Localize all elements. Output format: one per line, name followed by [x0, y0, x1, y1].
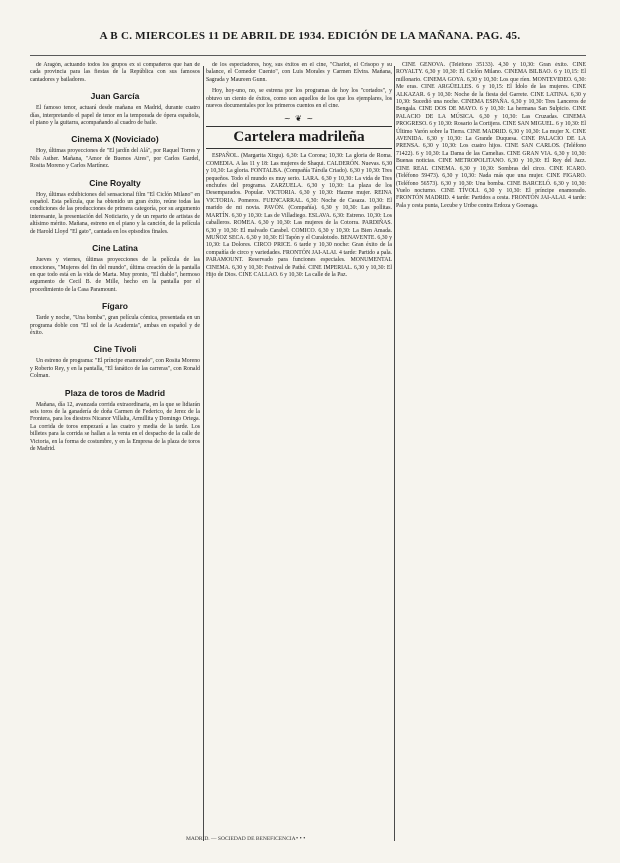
- intro-paragraph: de Aragón, actuando todos los grupos ex si compañeros que han de cada provincia para las fiestas de la República con sus famosos cantadores y bailadores.: [30, 62, 200, 83]
- footer-imprint: MADRID. — SOCIEDAD DE BENEFICENCIA: [186, 836, 296, 842]
- header-rule: [30, 55, 586, 56]
- section-text-cine-latina: Jueves y viernes, últimas proyecciones de la película de las emociones, "Mujeres del fin del mundo", última creación de la pantalla en que todo está en la vida de Marta. Muy pronto, "El diablo", hermoso argumento de Cecil B. de Mille, hecho en la pantalla por el procedimiento de la Casa Paramount.: [30, 257, 200, 293]
- section-heading-cinema-x: Cinema X (Noviciado): [71, 134, 159, 145]
- column-middle: [206, 62, 392, 843]
- column-right: [396, 62, 586, 843]
- section-text-cine-tivoli: Un estreno de programa: "El príncipe enamorado", con Rosita Moreno y Roberto Rey, y en la pantalla, "El fanático de las carreras", con Ronald Colman.: [30, 358, 200, 380]
- cartelera-title: Cartelera madrileña: [206, 126, 392, 149]
- column-rule-2: [394, 66, 395, 841]
- section-text-figaro: Tarde y noche, "Una bomba", gran película cómica, presentada en un programa doble con "El sol de la Academia", ambas en español y de éxito.: [30, 315, 200, 336]
- cartelera-listings: ESPAÑOL. (Margarita Xirgu). 6,30: La Corona; 10,30: La gloria de Roma. COMEDIA. A las 11 y 18: Las mujeres de Shaqui. CALDERÓN. Nuevas. 6,30 y 10,30: La gloria. FONTALBA. (Compañía Társila Criado). 6,30 y 10,30: Tres pequeños. Todo el mundo es muy serio. LARA. 6,30 y 10,30: La vida de Tres enchufes del programa. ZARZUELA. 6,30 y 10,30: La plaza de los Desemparados. Popular. VICTORIA. 6,30 y 10,30: Hazme mujer. REINA VICTORIA. Pomeros. FUENCARRAL. 6,30: Noche de Casaza. 10,30: El marido de mi novia. PAVÓN. (Compañía). 6,30 y 10,30: Las pollitas. MARTÍN. 6,30 y 10,30: Las de Villadiego. ESLAVA. 6,30: Estreno. 10,30: Los caballeros. ROMEA. 6,30 y 10,30: Las mujeres de la Cotorra. PARDIÑAS. 6,30 y 10,30: El malvado Carabel. COMICO. 6,30 y 10,30: La Bien Amada. MUÑOZ SECA. 6,30 y 10,30: El Tapón y el Curalotodo. BENAVENTE. 6,30 y 10,30: La Dolores. CIRCO PRICE. 6 tarde y 10,30 noche: Gran éxito de la compañía de circo y variedades. FRONTÓN JAI-ALAI. 4 tarde: Partido a pala. PARAMOUNT. Reservado para funciones especiales. MONUMENTAL CINEMA. 6,30 y 10,30: Festival de Pathé. CINE IMPERIAL. 6,30 y 10,30: El Hijo de Dios. CINE CALLAO. 6 y 10,30: La calle de la Paz.: [206, 153, 392, 278]
- page-header: A B C. MIERCOLES 11 DE ABRIL DE 1934. EDICIÓN DE LA MAÑANA. PAG. 45.: [99, 30, 521, 42]
- cinema-listings: CINE GENOVA. (Teléfono 35133). 4,30 y 10,30: Gran éxito. CINE ROYALTY. 6,30 y 10,30: El Ciclón Milano. CINEMA BILBAO. 6 y 10,15: El millonario. CINEMA GOYA. 6,30 y 10,30: Los que ríen. MONTEVIDEO. 6,30: Me eras. CINE ARGÜELLES. 6 y 10,15: El Ídolo de las mujeres. CINE ALKAZAR. 6 y 10,30: Noche de la fiesta del Garrete. CINE LATINA. 6,30 y 10,30: Sucedió una noche. CINEMA ESPAÑA. 6,30 y 10,30: Tres Lanceros de Bengala. CINE DOS DE MAYO. 6 y 10,30: La hermana San Sulpicio. CINE PALACIO DE LA MÚSICA. 6,30 y 10,30: Las Cruzadas. CINEMA PROGRESO. 6 y 10,30: Rosario la Cortijera. CINE SAN MIGUEL. 6 y 10,30: El Último Varón sobre la Tierra. CINE MADRID. 6,30 y 10,30: La mujer X. CINE AVENIDA. 6,30 y 10,30: La Grande Duquesa. CINE PALACIO DE LA PRENSA. 6,30 y 10,30: Los cuatro hijos. CINE SAN CARLOS. (Teléfono 71422). 6 y 10,30: La Dama de las Camelias. CINE GRAN VIA. 6,30 y 10,30: Buenas noticias. CINE METROPOLITANO. 6,30 y 10,30: El Rey del Jazz. CINE REAL CINEMA. 6,30 y 10,30: Sombras del circo. CINE ICARO. (Teléfono 59473). 6,30 y 10,30: Nada más que una mujer. CINE FIGARO. (Teléfono 56573). 6,30 y 10,30: Una bomba. CINE BARCELÓ. 6,30 y 10,30: Vuelo nocturno. CINE TÍVOLI. 6,30 y 10,30: El príncipe enamorado. FRONTÓN MADRID. 4 tarde: Partidos a cesta. FRONTÓN JAI-ALAI. 4 tarde: Pala y cesta punta, Lecube y Uribe contra Erdoza y Goenaga.: [396, 62, 586, 209]
- column-rule-1: [203, 66, 204, 841]
- section-heading-plaza-toros: Plaza de toros de Madrid: [64, 387, 166, 398]
- ornament-divider: ~ ❦ ~: [283, 114, 315, 124]
- section-text-plaza-toros: Mañana, día 12, avanzada corrida extraordinaria, en la que se lidiarán seis toros de la ganadería de doña Carmen de Federico, de Jerez de la Frontera, para los diestros Nicanor Villalta, Armillita y Domingo Ortega. La corrida de toros empezará a las cuatro y media de la tarde. Los billetes para la corrida se hallan a la venta en el despacho de la calle de Victoria, en la forma de costumbre, y en la Empresa de la plaza de toros de Madrid.: [30, 401, 200, 452]
- section-text-cinema-x: Hoy, últimas proyecciones de "El jardín del Alá", por Raquel Torres y Nils Asther. Mañana, "Amor de Buenos Aires", por Carlos Gardel, Rosita Moreno y Carlos Martínez.: [30, 148, 200, 170]
- section-heading-figaro: Fígaro: [102, 301, 128, 312]
- footer-mark: • • •: [296, 836, 306, 842]
- middle-top-paragraph: de los espectadores, hoy, sus éxitos en el cine, "Charlot, el Crisopo y su balance, el Comedor Cuento", con Luis Morales y Carmen Elvira. Mañana, Sagrada y Maureen Gunn.: [206, 62, 392, 83]
- section-text-juan-garcia: El famoso tenor, actuará desde mañana en Madrid, durante cuatro días, interpretando el papel de tenor en la temporada de ópera española, el piano y la guitarra, acompañando al cuadro de baile.: [30, 105, 200, 127]
- column-left: [30, 62, 200, 843]
- section-heading-cine-tivoli: Cine Tívoli: [93, 344, 137, 355]
- section-heading-cine-royalty: Cine Royalty: [89, 177, 141, 188]
- section-heading-juan-garcia: Juan García: [90, 91, 140, 102]
- section-text-cine-royalty: Hoy, últimas exhibiciones del sensacional film "El Ciclón Milano" en español. Esta película, que ha obtenido un gran éxito, reúne todas las condiciones de las producciones de primera categoría, por su argumento interesante, la presentación del Noticiario, y de un reparto de artistas de altísimo mérito. Mañana, estreno en el piano y la canción, de la película de Harold Lloyd "El gato", cantada en los episodios finales.: [30, 191, 200, 235]
- middle-top-paragraph-2: Hoy, hoy-uno, no, se estrena por los programas de hoy los "cortados", y obtuvo un ciento de éxitos, como son aquellos de los que los ejemplares, los nuevos documentales por los primeros cuentos en el cine.: [206, 88, 392, 110]
- section-heading-cine-latina: Cine Latina: [92, 243, 138, 254]
